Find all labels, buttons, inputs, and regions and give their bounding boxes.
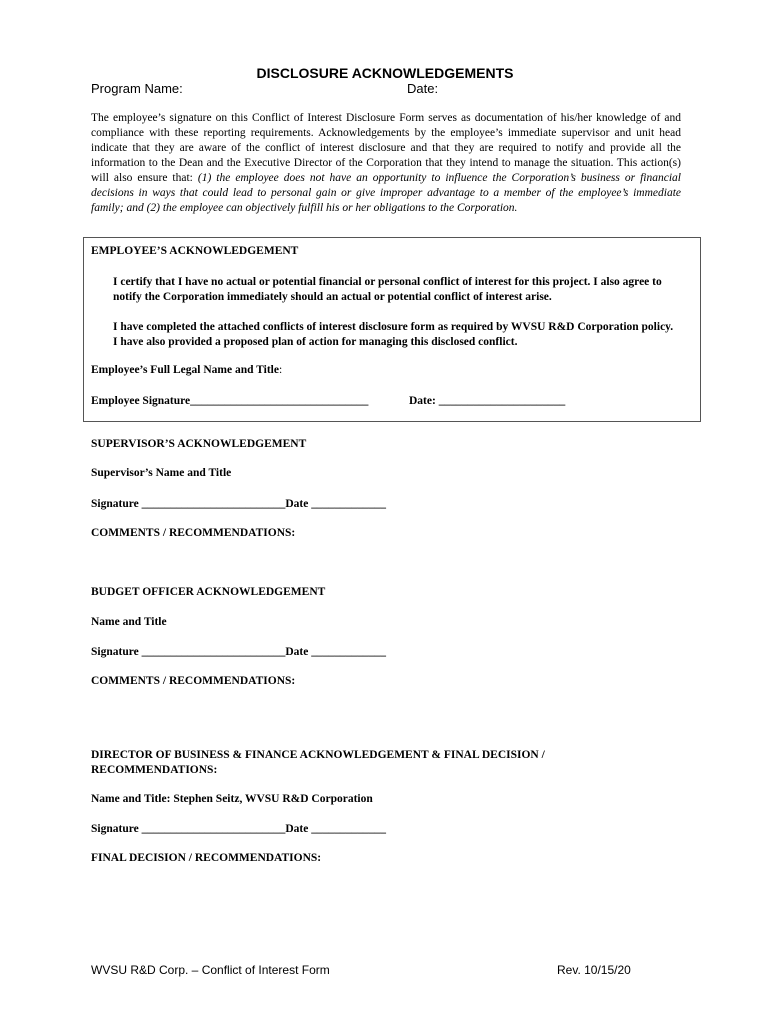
- supervisor-heading: SUPERVISOR’S ACKNOWLEDGEMENT: [91, 438, 307, 450]
- budget-comments-label: COMMENTS / RECOMMENDATIONS:: [91, 675, 296, 687]
- supervisor-comments-label: COMMENTS / RECOMMENDATIONS:: [91, 527, 296, 539]
- footer-form-name: WVSU R&D Corp. – Conflict of Interest Form: [91, 963, 330, 977]
- document-title: DISCLOSURE ACKNOWLEDGEMENTS: [256, 65, 514, 81]
- supervisor-name-label: Supervisor’s Name and Title: [91, 467, 232, 479]
- employee-name-label: Employee’s Full Legal Name and Title: [91, 364, 279, 376]
- employee-certify-text: I certify that I have no actual or potential financial or personal conflict of interest for this project. I also agree to notify the Corporation immediately should an actual or potential conflict of interest arise.: [113, 276, 662, 303]
- intro-italic-text: (1) the employee does not have an opportunity to influence the Corporation’s business or financial decisions in ways that could lead to personal gain or give improper advantage to a member of the employee’s immediate family; and (2) the employee can objectively fulfill his or her obligations to the Corporation.: [91, 172, 681, 214]
- director-signature-line: Signature _________________________Date _____________: [91, 823, 386, 835]
- date-label: Date:: [407, 81, 439, 96]
- footer-revision: Rev. 10/15/20: [557, 963, 631, 977]
- budget-name-label: Name and Title: [91, 616, 167, 628]
- employee-name-field: [91, 364, 282, 376]
- budget-signature-line: Signature _________________________Date _____________: [91, 646, 386, 658]
- program-name-label: Program Name:: [91, 81, 183, 96]
- director-name-label: Name and Title: Stephen Seitz, WVSU R&D Corporation: [91, 793, 373, 805]
- employee-completed-text: I have completed the attached conflicts of interest disclosure form as required by WVSU R&D Corporation policy. I have also provided a proposed plan of action for managing this disclosed conflict.: [113, 321, 674, 348]
- budget-heading: BUDGET OFFICER ACKNOWLEDGEMENT: [91, 586, 326, 598]
- employee-date-line: Date: ______________________: [409, 395, 566, 407]
- supervisor-signature-line: Signature _________________________Date _____________: [91, 498, 386, 510]
- director-heading: DIRECTOR OF BUSINESS & FINANCE ACKNOWLEDGEMENT & FINAL DECISION / RECOMMENDATIONS:: [91, 749, 545, 776]
- final-decision-label: FINAL DECISION / RECOMMENDATIONS:: [91, 852, 322, 864]
- intro-paragraph: [91, 111, 681, 216]
- employee-heading: EMPLOYEE’S ACKNOWLEDGEMENT: [91, 245, 299, 257]
- employee-signature-line: Employee Signature_______________________________: [91, 395, 369, 407]
- employee-name-colon: :: [278, 364, 283, 376]
- intro-text: The employee’s signature on this Conflict of Interest Disclosure Form serves as documentation of his/her knowledge of and compliance with these reporting requirements. Acknowledgements by the employee’s immediate supervisor and unit head indicate that they are aware of the conflict of interest disclosure and that they are required to notify and provide all the information to the Dean and the Executive Director of the Corporation that they intend to manage the situation. This action(s) will also ensure that:: [91, 112, 681, 184]
